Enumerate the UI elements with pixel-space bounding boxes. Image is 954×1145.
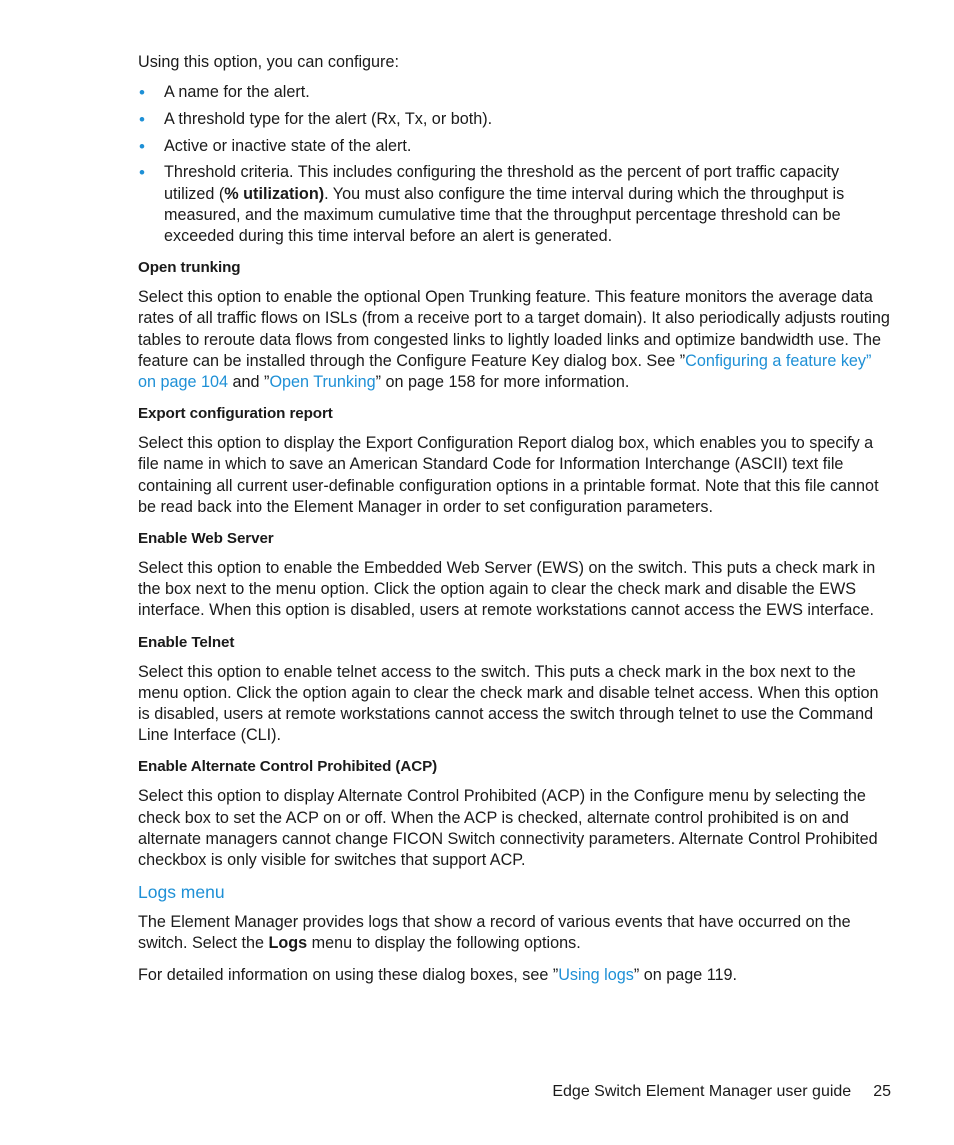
export-config-heading: Export configuration report <box>138 405 333 423</box>
open-trunking-text: Select this option to enable the optional Open Trunking feature. This feature monitors the average data rates of all traffic flows on ISLs (from a receive port to a target domain). It also periodically adjusts routing tables to reroute data flows from congested links to lightly loaded links and optimize bandwidth use. The feature can be installed through the Configure Feature Key dialog box. See ”Configuring a feature key” on page 104 and ”Open Trunking” on page 158 for more information. <box>138 288 890 391</box>
list-item-text: Active or inactive state of the alert. <box>164 136 412 155</box>
enable-acp-text: Select this option to display Alternate Control Prohibited (ACP) in the Configure menu by selecting the check box to set the ACP on or off. When the ACP is checked, alternate control prohibited is on and alternate managers cannot change FICON Switch connectivity parameters. Alternate Control Prohibited checkbox is only visible for switches that support ACP. <box>138 787 878 869</box>
list-item <box>138 162 890 247</box>
list-item-text: A name for the alert. <box>164 83 310 102</box>
utilization-term: % utilization) <box>224 184 325 203</box>
document-body <box>138 52 890 986</box>
configuring-feature-key-link[interactable]: Configuring a feature key” on page 104 <box>138 351 872 391</box>
export-config-text: Select this option to display the Export Configuration Report dialog box, which enables you to specify a file name in which to save an American Standard Code for Information Interchange (ASCII) text file containing all current user-definable configuration options in a printable format. Note that this file cannot be read back into the Element Manager in order to set configuration parameters. <box>138 434 879 516</box>
logs-menu-heading: Logs menu <box>138 882 225 903</box>
list-item <box>138 109 890 130</box>
page-footer <box>552 1082 891 1102</box>
logs-detail-text: For detailed information on using these dialog boxes, see ”Using logs” on page 119. <box>138 965 738 984</box>
logs-menu-text: The Element Manager provides logs that show a record of various events that have occurred on the switch. Select the Logs menu to display the following options. <box>138 913 851 953</box>
page-number: 25 <box>873 1083 891 1100</box>
enable-telnet-text: Select this option to enable telnet access to the switch. This puts a check mark in the box next to the menu option. Click the option again to clear the check mark and disable telnet access. When this option is disabled, users at remote workstations cannot access the switch through telnet to use the Command Line Interface (CLI). <box>138 662 879 745</box>
open-trunking-heading: Open trunking <box>138 259 241 277</box>
using-logs-link[interactable]: Using logs <box>558 965 634 984</box>
list-item-text: Threshold criteria. This includes configuring the threshold as the percent of port traffic capacity utilized ( <box>164 163 840 203</box>
open-trunking-link[interactable]: Open Trunking <box>269 372 376 391</box>
list-item <box>138 82 890 103</box>
list-item <box>138 136 890 157</box>
footer-title: Edge Switch Element Manager user guide <box>552 1083 852 1100</box>
enable-web-server-text: Select this option to enable the Embedded Web Server (EWS) on the switch. This puts a check mark in the box next to the menu option. Click the option again to clear the check mark and disable the EWS interface. When this option is disabled, users at remote workstations cannot access the EWS interface. <box>138 558 876 620</box>
intro-text: Using this option, you can configure: <box>138 53 399 71</box>
enable-acp-heading: Enable Alternate Control Prohibited (ACP) <box>138 758 438 776</box>
enable-telnet-heading: Enable Telnet <box>138 633 235 651</box>
list-item-text: . You must also configure the time interval during which the throughput is measured, and the maximum cumulative time that the throughput percentage threshold can be exceeded during this time interval before an alert is generated. <box>164 184 845 245</box>
logs-term: Logs <box>268 934 308 953</box>
list-item-text: A threshold type for the alert (Rx, Tx, or both). <box>164 109 493 128</box>
enable-web-server-heading: Enable Web Server <box>138 529 274 547</box>
configure-options-list <box>138 82 890 247</box>
